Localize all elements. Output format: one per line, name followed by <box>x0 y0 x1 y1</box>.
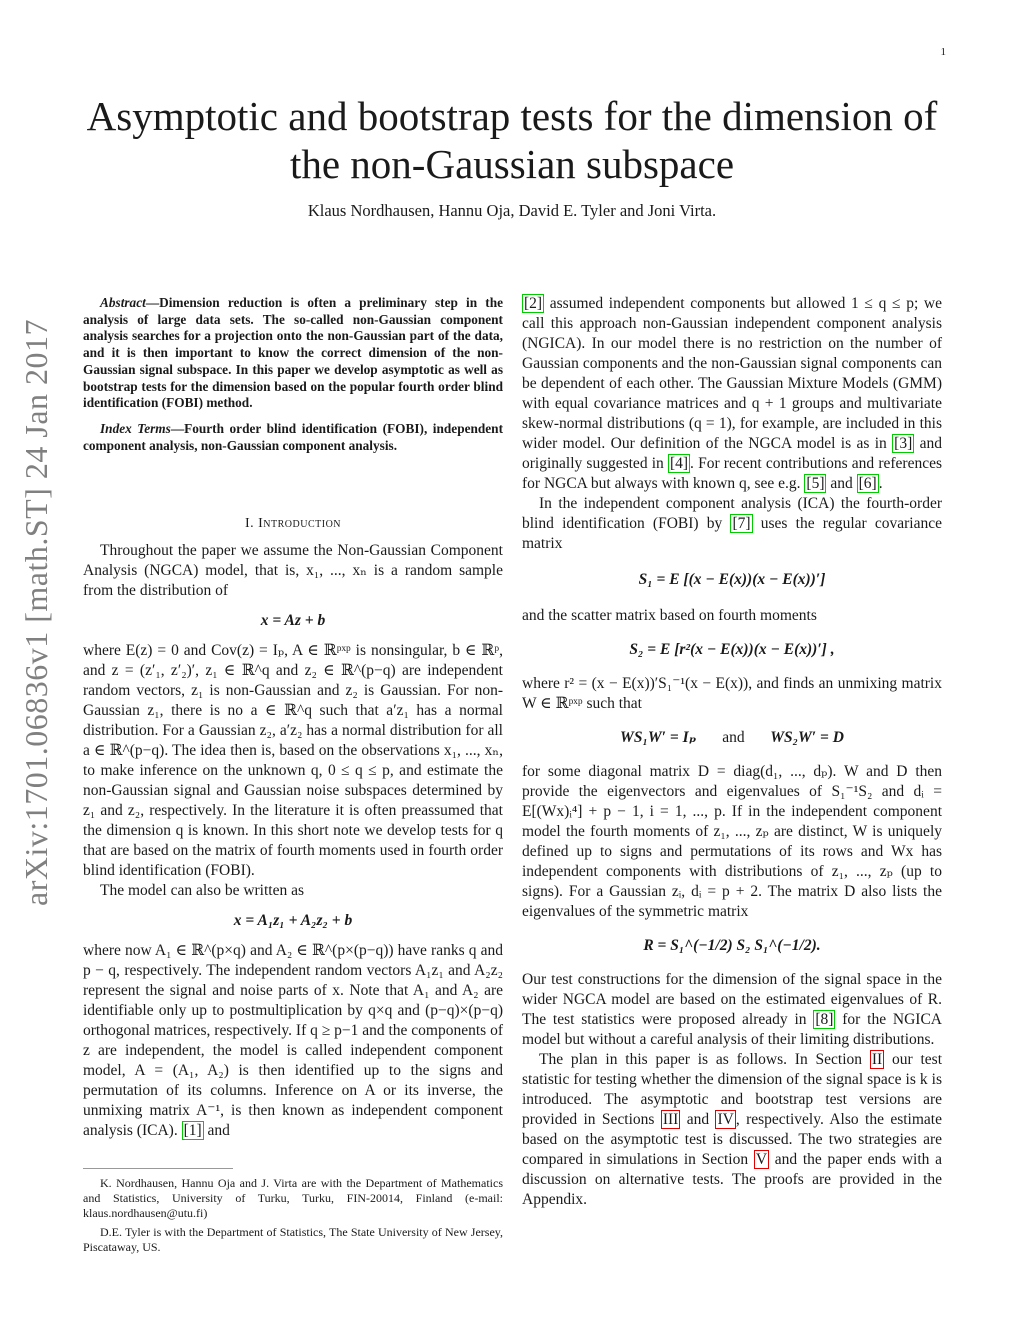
intro-paragraph-3: The model can also be written as <box>100 882 305 899</box>
right-paragraph-3: and the scatter matrix based on fourth moments <box>522 607 817 624</box>
abstract-label: Abstract <box>100 295 146 310</box>
citation-link-3[interactable]: [3] <box>894 435 913 452</box>
intro-paragraph-4: where now A₁ ∈ ℝ^(p×q) and A₂ ∈ ℝ^(p×(p−q)) have ranks q and p − q, respectively. The independent random vectors A₁z₁ and A₂z₂ represent the signal and noise parts of x. Note that A₁ and A₂ are identifiable only up to postmultiplication by q×q and (p−q)×(p−q) orthogonal matrices, respectively. If q ≥ p−1 and the components of z are independent, the model is called independent component model, A = (A₁, A₂) is then identified up to the signs and permutation of its columns. Inference on A or its inverse, the unmixing matrix A⁻¹, is then known as independent component analysis (ICA). [1] and <box>83 942 503 1139</box>
equation-and: and <box>722 729 745 746</box>
citation-link-6[interactable]: [6] <box>858 475 877 492</box>
equation-r: R = S₁^(−1/2) S₂ S₁^(−1/2). <box>643 937 821 954</box>
citation-link-8[interactable]: [8] <box>815 1011 834 1028</box>
abstract-text: —Dimension reduction is often a preliminary step in the analysis of large data sets. The so-called non-Gaussian component analysis searches for a projection onto the non-Gaussian part of the data, and it is then important to know the correct dimension of the non-Gaussian signal subspace. In this paper we develop asymptotic as well as bootstrap tests for the dimension based on the popular fourth order blind identification (FOBI) method. <box>83 295 503 411</box>
arxiv-stamp[interactable]: arXiv:1701.06836v1 [math.ST] 24 Jan 2017 <box>18 318 54 906</box>
author-list: Klaus Nordhausen, Hannu Oja, David E. Tyler and Joni Virta. <box>307 201 717 220</box>
right-paragraph-2: In the independent component analysis (ICA) the fourth-order blind identification (FOBI) by [7] uses the regular covariance matrix <box>522 495 943 552</box>
section-title: Introduction <box>258 516 342 531</box>
equation-model: x = Az + b <box>260 612 326 629</box>
intro-paragraph-1: Throughout the paper we assume the Non-Gaussian Component Analysis (NGCA) model, that is, x₁, ..., xₙ is a random sample from the distribution of <box>83 542 503 599</box>
intro-paragraph-2: where E(z) = 0 and Cov(z) = Iₚ, A ∈ ℝᵖˣᵖ is nonsingular, b ∈ ℝᵖ, and z = (z′₁, z′₂)′, z₁ ∈ ℝ^q and z₂ ∈ ℝ^(p−q) are independent random vectors, z₁ is non-Gaussian and z₂ is Gaussian. For non-Gaussian z₁, there is no a ∈ ℝ^q such that a′z₁ has a normal distribution. For a Gaussian z₂, a′z₂ has a normal distribution for all a ∈ ℝ^(p−q). The idea then is, based on the observations x₁, ..., xₙ, to make inference on the unknown q, 0 ≤ q ≤ p, and estimate the non-Gaussian signal and Gaussian noise subspaces determined by z₁ and z₂, respectively. In the literature it is often preassumed that the dimension q is known. In this short note we develop tests for q that are based on the matrix of fourth moments used in fourth order blind identification (FOBI). <box>83 642 503 879</box>
page-number: 1 <box>940 46 946 58</box>
footnote-affiliation-turku: K. Nordhausen, Hannu Oja and J. Virta are with the Department of Mathematics and Statistics, University of Turku, Turku, FIN-20014, Finland (e-mail: klaus.nordhausen@utu.fi) <box>83 1176 503 1220</box>
section-link-ii[interactable]: II <box>871 1051 883 1068</box>
section-heading-introduction <box>83 516 503 532</box>
right-paragraph-6: Our test constructions for the dimension of the signal space in the wider NGCA model are based on the estimated eigenvalues of R. The test statistics were proposed already in [8] for the NGICA model but without a careful analysis of their limiting distributions. <box>522 971 942 1048</box>
index-terms-label: Index Terms <box>100 420 171 436</box>
right-paragraph-1: [2] assumed independent components but allowed 1 ≤ q ≤ p; we call this approach non-Gaussian independent component analysis (NGICA). In our model there is no restriction on the number of Gaussian components and the non-Gaussian signal components can be dependent of each other. The Gaussian Mixture Models (GMM) with equal covariance matrices and q + 1 groups and multivariate skew-normal distributions (q = 1), for example, are included in this wider model. Our definition of the NGCA model is as in [3] and originally suggested in [4] . For recent contributions and references for NGCA but always with known q, see e.g. [5] and [6] . <box>522 295 943 492</box>
section-link-v[interactable]: V <box>755 1151 768 1168</box>
section-numeral: I. <box>244 516 259 531</box>
right-paragraph-4: where r² = (x − E(x))′S₁⁻¹(x − E(x)), and finds an unmixing matrix W ∈ ℝᵖˣᵖ such that <box>522 675 942 712</box>
section-link-iv[interactable]: IV <box>717 1111 734 1128</box>
equation-s2: S₂ = E [r²(x − E(x))(x − E(x))′] , <box>629 641 835 658</box>
section-link-iii[interactable]: III <box>662 1111 679 1128</box>
equation-model-split: x = A₁z₁ + A₂z₂ + b <box>233 912 353 929</box>
citation-link-4[interactable]: [4] <box>669 455 689 472</box>
index-terms-text: —Fourth order blind identification (FOBI), independent component analysis, non-Gaussian component analysis. <box>83 420 504 453</box>
right-paragraph-5: for some diagonal matrix D = diag(d₁, ..., dₚ). W and D then provide the eigenvectors and eigenvalues of S₁⁻¹S₂ and dᵢ = E[(Wx)ᵢ⁴] + p − 1, i = 1, ..., p. If in the independent component model the fourth moments of z₁, ..., zₚ are distinct, W is uniquely defined up to signs and permutations of its rows and Wx has independent components with distributions of z₁, ..., zₚ (up to signs). For a Gaussian zᵢ, dᵢ = p + 2. The matrix D also lists the eigenvalues of the symmetric matrix <box>522 763 942 920</box>
right-paragraph-7: The plan in this paper is as follows. In Section II our test statistic for testing whether the dimension of the signal space is k is introduced. The asymptotic and bootstrap test versions are provided in Sections III and IV , respectively. Also the estimate based on the asymptotic test is discussed. The two strategies are compared in simulations in Section V and the paper ends with a discussion on alternative tests. The proofs are provided in the Appendix. <box>522 1051 943 1208</box>
citation-link-2[interactable]: [2] <box>524 295 543 312</box>
abstract-block <box>83 295 503 454</box>
equation-s1: S₁ = E [(x − E(x))(x − E(x))′] <box>638 571 826 588</box>
equation-w-s2: WS₂W′ = D <box>770 729 844 746</box>
paper-title: Asymptotic and bootstrap tests for the dimension of the non-Gaussian subspace <box>86 93 938 187</box>
citation-link-5[interactable]: [5] <box>806 475 825 492</box>
footnote-rule <box>83 1168 233 1169</box>
left-column <box>83 541 503 1141</box>
citation-link-7[interactable]: [7] <box>732 515 751 532</box>
footnote-affiliation-rutgers: D.E. Tyler is with the Department of Statistics, The State University of New Jersey, Piscataway, US. <box>83 1225 503 1254</box>
right-column <box>522 294 942 1210</box>
citation-link-1[interactable]: [1] <box>183 1122 202 1139</box>
footnotes <box>83 1176 503 1255</box>
equation-w-s1: WS₁W′ = Iₚ <box>620 729 697 746</box>
